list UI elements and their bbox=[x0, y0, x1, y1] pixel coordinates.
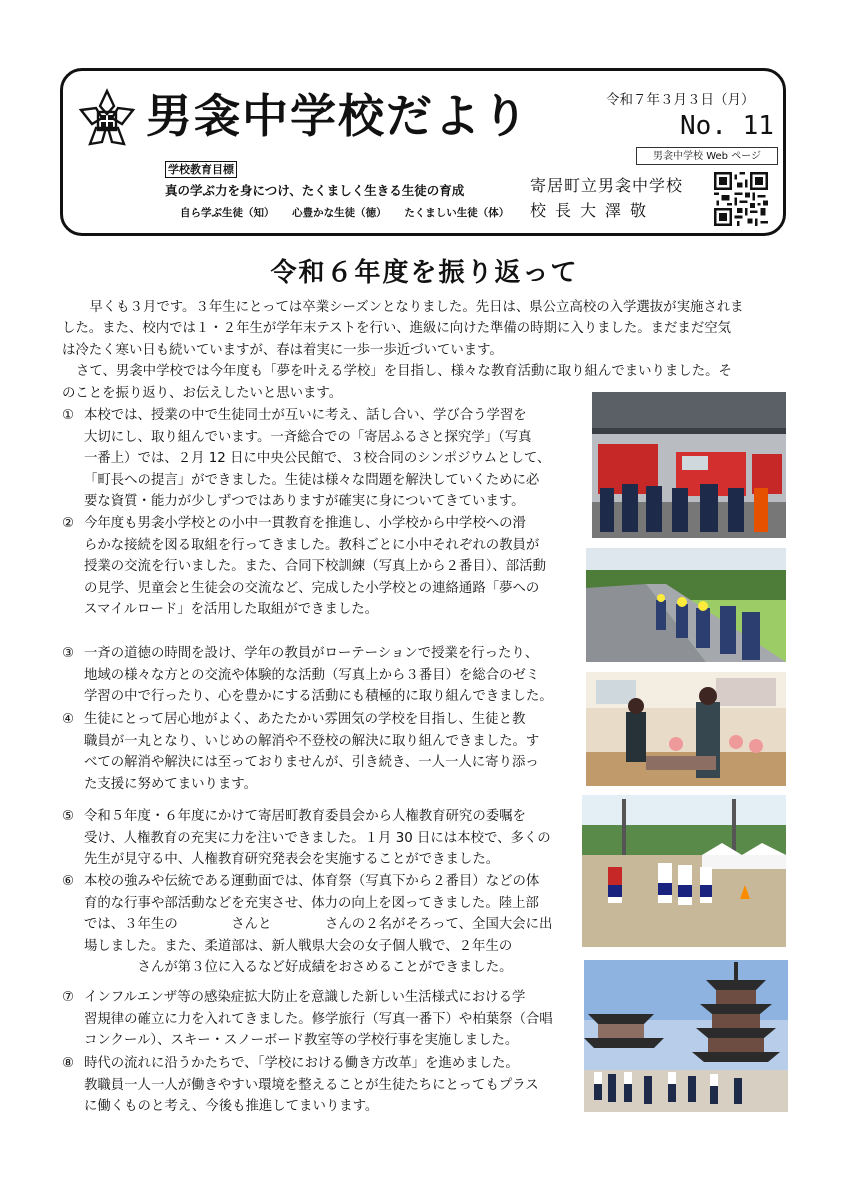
item-line: 大切にし、取り組んでいます。一斉総合での「寄居ふるさと探究学」（写真 bbox=[84, 429, 532, 445]
item-line: 時代の流れに沿うかたちで、「学校における働き方改革」を進めました。 bbox=[84, 1056, 519, 1071]
item-3 bbox=[62, 643, 584, 708]
principal-name: 校長大澤敬 bbox=[530, 201, 656, 220]
photo-sports-festival bbox=[582, 795, 786, 947]
item-line: 授業の交流を行いました。また、合同下校訓練（写真上から２番目）、部活動 bbox=[84, 559, 546, 575]
item-line: 職員が一丸となり、いじめの解消や不登校の解決に取り組んできました。す bbox=[84, 733, 540, 749]
item-line: インフルエンザ等の感染症拡大防止を意識した新しい生活様式における学 bbox=[84, 990, 526, 1005]
intro-line-3: は冷たく寒い日も続いていますが、春は着実に一歩一歩近づいています。 bbox=[62, 343, 503, 358]
photo-joint-walk-home bbox=[586, 548, 786, 662]
intro-line-4: さて、男衾中学校では今年度も「夢を叶える学校」を目指し、様々な教育活動に取り組んでまいりました。そ bbox=[76, 364, 732, 379]
goal-sub-knowledge: 自ら学ぶ生徒（知） bbox=[180, 207, 275, 219]
item-2-number: ② bbox=[62, 516, 75, 531]
item-3-number: ③ bbox=[62, 646, 75, 661]
newsletter-title: 男衾中学校だより bbox=[146, 89, 530, 143]
intro-line-2: した。また、校内では１・２年生が学年末テストを行い、進級に向けた準備の時期に入りました。まだまだ空気 bbox=[62, 321, 731, 336]
item-4 bbox=[62, 709, 584, 795]
item-1 bbox=[62, 405, 584, 513]
intro-line-1: 早くも３月です。３年生にとっては卒業シーズンとなりました。先日は、県公立高校の入学選抜が実施されま bbox=[89, 300, 744, 315]
item-line: 学習の中で行ったり、心を豊かにする活動にも積極的に取り組んできました。 bbox=[84, 689, 553, 705]
intro-line-5: のことを振り返り、お伝えしたいと思います。 bbox=[62, 386, 343, 401]
item-8-number: ⑧ bbox=[62, 1056, 75, 1071]
issue-number: No. 11 bbox=[680, 111, 774, 141]
item-7-number: ⑦ bbox=[62, 990, 75, 1005]
item-line: では、３年生の さんと さんの２名がそろって、全国大会に出 bbox=[84, 917, 553, 933]
item-5-number: ⑤ bbox=[62, 809, 75, 824]
item-line: 本校の強みや伝統である運動面では、体育祭（写真下から２番目）などの体 bbox=[84, 874, 540, 889]
item-line: 今年度も男衾小学校との小中一貫教育を推進し、小学校から中学校への滑 bbox=[84, 516, 526, 531]
photo-fire-station bbox=[592, 392, 786, 538]
item-line: 一番上）では、２月 12 日に中央公民館で、３校合同のシンポジウムとして、 bbox=[84, 451, 551, 467]
issue-date: 令和７年３月３日（月） bbox=[606, 92, 755, 108]
item-line: に働くものと考え、今後も推進してまいります。 bbox=[84, 1099, 379, 1115]
item-line: べての解消や解決には至っておりませんが、引き続き、一人一人に寄り添っ bbox=[84, 755, 539, 771]
web-page-label: 男衾中学校 Web ページ bbox=[636, 147, 778, 165]
photo-school-trip bbox=[584, 960, 788, 1112]
item-5 bbox=[62, 806, 584, 871]
item-line: コンクール）、スキー・スノーボード教室等の学校行事を実施しました。 bbox=[84, 1033, 519, 1049]
school-name: 寄居町立男衾中学校 bbox=[530, 176, 684, 195]
item-line: 育的な行事や部活動などを充実させ、体力の向上を図ってきました。陸上部 bbox=[84, 895, 539, 911]
item-line: 一斉の道徳の時間を設け、学年の教員がローテーションで授業を行ったり、 bbox=[84, 646, 539, 661]
item-line: た支援に努めてまいります。 bbox=[84, 776, 258, 792]
item-line: 生徒にとって居心地がよく、あたたかい雰囲気の学校を目指し、生徒と教 bbox=[84, 712, 526, 727]
item-line: 本校では、授業の中で生徒同士が互いに考え、話し合い、学び合う学習を bbox=[84, 408, 527, 423]
item-4-number: ④ bbox=[62, 712, 75, 727]
item-1-number: ① bbox=[62, 408, 75, 423]
item-8 bbox=[62, 1053, 584, 1118]
item-line: スマイルロード」を活用した取組ができました。 bbox=[84, 602, 379, 618]
item-6 bbox=[62, 871, 584, 979]
item-line: 先生が見守る中、人権教育研究発表会を実施することができました。 bbox=[84, 852, 500, 868]
item-line: らかな接続を図る取組を行ってきました。教科ごとに小中それぞれの教員が bbox=[84, 537, 540, 553]
item-line: 教職員一人一人が働きやすい環境を整えることが生徒たちにとってもプラス bbox=[84, 1077, 539, 1093]
item-2 bbox=[62, 513, 584, 621]
item-line: 「町長への提言」ができました。生徒は様々な問題を解決していくために必 bbox=[84, 472, 540, 488]
school-emblem-icon bbox=[76, 88, 138, 152]
photo-hands-on-activity bbox=[586, 672, 786, 786]
item-line: の見学、児童会と生徒会の交流など、完成した小学校との連絡通路「夢への bbox=[84, 580, 540, 596]
item-line: 地域の様々な方との交流や体験的な活動（写真上から３番目）を総合のゼミ bbox=[84, 667, 540, 683]
item-line: 令和５年度・６年度にかけて寄居町教育委員会から人権教育研究の委嘱を bbox=[84, 809, 526, 824]
article-heading: 令和６年度を振り返って bbox=[270, 258, 579, 288]
item-7 bbox=[62, 987, 584, 1052]
goal-sub-body: たくましい生徒（体） bbox=[404, 207, 510, 219]
item-line: 場しました。また、柔道部は、新人戦県大会の女子個人戦で、２年生の bbox=[84, 938, 513, 954]
goal-sub-virtue: 心豊かな生徒（徳） bbox=[292, 207, 387, 219]
school-goal-main: 真の学ぶ力を身につけ、たくましく生きる生徒の育成 bbox=[165, 183, 465, 198]
item-6-number: ⑥ bbox=[62, 874, 75, 889]
school-goal-sub bbox=[180, 205, 523, 220]
item-line: 習規律の確立に力を入れてきました。修学旅行（写真一番下）や柏葉祭（合唱 bbox=[84, 1011, 553, 1027]
item-line: 受け、人権教育の充実に力を注いできました。１月 30 日には本校で、多くの bbox=[84, 830, 551, 846]
item-line: さんが第３位に入るなど好成績をおさめることができました。 bbox=[84, 960, 513, 976]
item-line: 要な資質・能力が少しずつではありますが確実に身についてきています。 bbox=[84, 494, 525, 510]
school-goal-label: 学校教育目標 bbox=[165, 161, 237, 178]
qr-code-icon[interactable] bbox=[714, 172, 768, 226]
